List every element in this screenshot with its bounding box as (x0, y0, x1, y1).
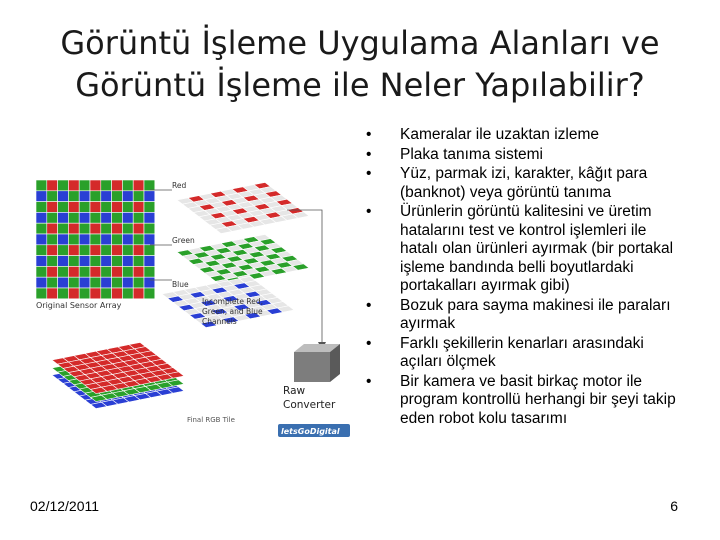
sensor-cell (90, 223, 101, 234)
list-item: • Kameralar ile uzaktan izleme (366, 126, 600, 143)
sensor-cell (79, 202, 90, 213)
sensor-cell (47, 266, 58, 277)
sensor-cell (101, 256, 112, 267)
sensor-cell (79, 223, 90, 234)
sensor-cell (112, 180, 123, 191)
sensor-cell (101, 202, 112, 213)
sensor-cell (68, 180, 79, 191)
sensor-cell (90, 288, 101, 299)
converter-label: Converter (283, 399, 336, 411)
sensor-cell (112, 212, 123, 223)
sensor-cell (47, 212, 58, 223)
sensor-cell (79, 288, 90, 299)
sensor-cell (90, 191, 101, 202)
sensor-cell (68, 202, 79, 213)
sensor-cell (133, 234, 144, 245)
sensor-cell (36, 266, 47, 277)
sensor-cell (90, 202, 101, 213)
list-item: • Bozuk para sayma makinesi ile paraları ayırmak (366, 296, 671, 332)
bullet-icon: • (366, 145, 372, 163)
sensor-cell (68, 212, 79, 223)
sensor-cell (90, 256, 101, 267)
green-label: Green (172, 236, 195, 245)
sensor-cell (47, 191, 58, 202)
sensor-cell (58, 212, 69, 223)
title-line-2: Görüntü İşleme ile Neler Yapılabilir? (75, 66, 645, 104)
sensor-cell (36, 212, 47, 223)
sensor-cell (79, 245, 90, 256)
sensor-cell (68, 277, 79, 288)
sensor-cell (122, 191, 133, 202)
sensor-cell (144, 256, 155, 267)
sensor-cell (112, 202, 123, 213)
sensor-cell (36, 180, 47, 191)
list-item: • Bir kamera ve basit birkaç motor ile program kontrollü herhangi bir şeyi takip eden robot kolu tasarımı (366, 372, 676, 427)
sensor-cell (79, 256, 90, 267)
bullet-icon: • (366, 296, 372, 314)
list-item: • Ürünlerin görüntü kalitesini ve üretim hatalarını test ve kontrol işlemleri ile hatalı olan ürünleri ayırmak (bir portakal işleme bandında belli boyutlardaki portakalları ayırmak gibi) (366, 203, 674, 294)
sensor-cell (47, 245, 58, 256)
bullet-icon: • (366, 372, 372, 390)
sensor-cell (133, 212, 144, 223)
sensor-cell (79, 191, 90, 202)
bullet-icon: • (366, 334, 372, 352)
application-list (366, 126, 686, 429)
sensor-cell (47, 256, 58, 267)
sensor-cell (112, 191, 123, 202)
sensor-cell (101, 212, 112, 223)
bullet-icon: • (366, 203, 372, 220)
sensor-cell (68, 223, 79, 234)
sensor-cell (79, 234, 90, 245)
sensor-cell (144, 180, 155, 191)
sensor-cell (144, 277, 155, 288)
sensor-cell (133, 288, 144, 299)
sensor-cell (144, 212, 155, 223)
bullet-icon: • (366, 165, 372, 182)
sensor-cell (68, 266, 79, 277)
sensor-cell (112, 266, 123, 277)
sensor-cell (58, 266, 69, 277)
sensor-cell (133, 245, 144, 256)
sensor-cell (133, 277, 144, 288)
sensor-cell (122, 277, 133, 288)
sensor-cell (68, 288, 79, 299)
raw-converter-box-icon (294, 344, 340, 382)
slide-title (20, 22, 700, 106)
sensor-cell (144, 191, 155, 202)
sensor-cell (144, 202, 155, 213)
original-sensor-array-label: Original Sensor Array (36, 301, 122, 310)
sensor-cell (58, 191, 69, 202)
incomplete-label-2: Green, and Blue (202, 307, 263, 316)
sensor-cell (36, 234, 47, 245)
list-item: • Yüz, parmak izi, karakter, kâğıt para (banknot) veya görüntü tanıma (366, 165, 648, 201)
sensor-cell (122, 234, 133, 245)
sensor-cell (47, 277, 58, 288)
sensor-cell (122, 266, 133, 277)
sensor-cell (90, 180, 101, 191)
sensor-cell (36, 256, 47, 267)
sensor-cell (79, 180, 90, 191)
sensor-cell (58, 277, 69, 288)
logo-text: letsGoDigital (281, 427, 340, 436)
sensor-cell (133, 191, 144, 202)
blue-label: Blue (172, 280, 189, 289)
bayer-filter-diagram (32, 170, 357, 442)
sensor-cell (144, 234, 155, 245)
raw-converter-arrow (287, 210, 322, 348)
sensor-cell (58, 256, 69, 267)
sensor-cell (58, 245, 69, 256)
raw-label: Raw (283, 385, 306, 397)
bullet-icon: • (366, 126, 372, 143)
sensor-cell (90, 266, 101, 277)
sensor-cell (122, 223, 133, 234)
sensor-cell (47, 223, 58, 234)
sensor-cell (36, 223, 47, 234)
sensor-cell (58, 223, 69, 234)
sensor-cell (101, 180, 112, 191)
sensor-cell (90, 234, 101, 245)
incomplete-label-3: Channels (202, 317, 237, 326)
sensor-cell (68, 234, 79, 245)
sensor-cell (101, 277, 112, 288)
incomplete-label-1: Incomplete Red, (202, 297, 264, 306)
sensor-cell (101, 234, 112, 245)
sensor-cell (101, 245, 112, 256)
sensor-cell (58, 234, 69, 245)
sensor-cell (101, 223, 112, 234)
sensor-cell (36, 191, 47, 202)
sensor-cell (112, 288, 123, 299)
sensor-cell (144, 266, 155, 277)
title-line-1: Görüntü İşleme Uygulama Alanları ve (60, 24, 660, 62)
final-rgb-stack (52, 342, 184, 408)
sensor-cell (36, 277, 47, 288)
sensor-cell (68, 245, 79, 256)
sensor-cell (112, 234, 123, 245)
sensor-cell (79, 277, 90, 288)
sensor-cell (68, 191, 79, 202)
sensor-cell (36, 245, 47, 256)
sensor-cell (90, 212, 101, 223)
sensor-cell (133, 256, 144, 267)
sensor-cell (122, 288, 133, 299)
sensor-cell (79, 212, 90, 223)
sensor-cell (133, 223, 144, 234)
sensor-cell (133, 266, 144, 277)
sensor-cell (101, 266, 112, 277)
sensor-cell (112, 245, 123, 256)
sensor-cell (47, 180, 58, 191)
sensor-cell (36, 202, 47, 213)
sensor-cell (90, 277, 101, 288)
sensor-cell (58, 202, 69, 213)
sensor-cell (47, 202, 58, 213)
letsgodigital-logo (278, 424, 350, 437)
sensor-cell (68, 256, 79, 267)
sensor-cell (144, 288, 155, 299)
sensor-cell (58, 180, 69, 191)
sensor-cell (122, 202, 133, 213)
sensor-cell (144, 245, 155, 256)
page-number: 6 (670, 498, 678, 514)
original-sensor-array (36, 180, 155, 299)
sensor-cell (58, 288, 69, 299)
sensor-cell (112, 256, 123, 267)
final-rgb-tile-label: Final RGB Tile (187, 416, 235, 424)
sensor-cell (112, 223, 123, 234)
slide-date: 02/12/2011 (30, 498, 100, 514)
sensor-cell (101, 288, 112, 299)
sensor-cell (47, 234, 58, 245)
sensor-cell (122, 180, 133, 191)
list-item: • Farklı şekillerin kenarları arasındaki açıları ölçmek (366, 334, 644, 370)
red-channel-layer (177, 182, 309, 233)
sensor-cell (122, 212, 133, 223)
red-label: Red (172, 181, 187, 190)
sensor-cell (133, 202, 144, 213)
sensor-cell (112, 277, 123, 288)
sensor-cell (47, 288, 58, 299)
sensor-cell (144, 223, 155, 234)
sensor-cell (133, 180, 144, 191)
sensor-cell (122, 245, 133, 256)
list-item: • Plaka tanıma sistemi (366, 145, 543, 163)
bayer-diagram-svg (32, 170, 357, 442)
sensor-cell (79, 266, 90, 277)
sensor-cell (90, 245, 101, 256)
sensor-cell (101, 191, 112, 202)
sensor-cell (36, 288, 47, 299)
sensor-cell (122, 256, 133, 267)
